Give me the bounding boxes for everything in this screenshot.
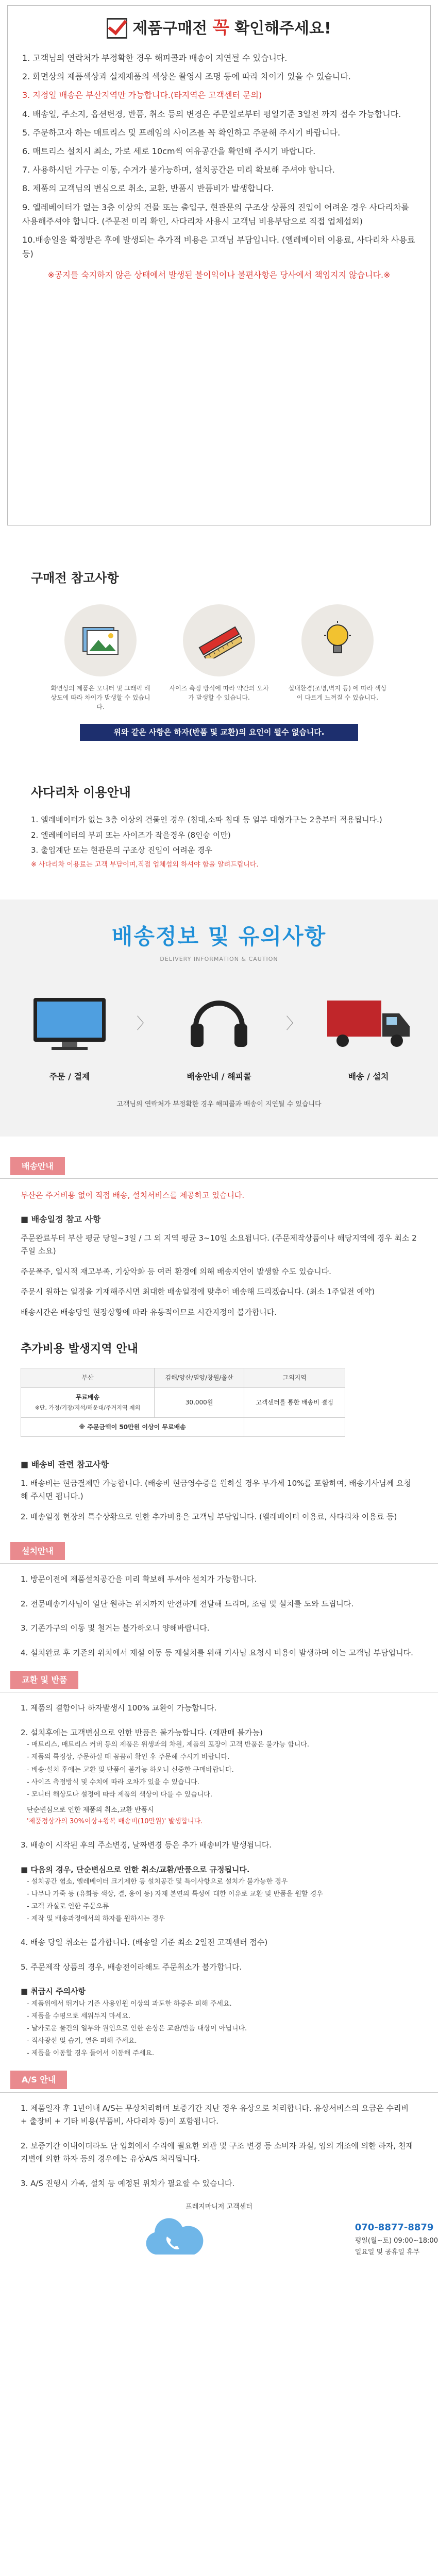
pre-purchase-bar: 위와 같은 사항은 하자(반품 및 교환)의 요인이 될수 없습니다. (80, 724, 358, 741)
delivery-notes-sub: ■ 배송비 관련 참고사항 (21, 1460, 109, 1470)
install-list (0, 1564, 438, 1659)
table-cell: 고객센터를 통한 배송비 결정 (244, 1387, 345, 1417)
notice-title-highlight: 꼭 (212, 18, 230, 39)
exchange-red-line: 단순변심으로 인한 제품의 취소,교환 반품시 (27, 1806, 154, 1814)
delivery-tag-row (0, 1157, 438, 1179)
exchange-sub: ■ 다음의 경우, 단순변심으로 인한 취소/교환/반품으로 규정됩니다. (21, 1865, 250, 1874)
dash-item: - 제품을 이동할 경우 들어서 이동해 주세요. (27, 2049, 155, 2058)
fee-title: 추가비용 발생지역 안내 (21, 1343, 138, 1356)
exchange-dash-list (21, 1739, 417, 1800)
step-order (23, 985, 116, 1083)
step-delivery (322, 985, 415, 1083)
table-cell (21, 1387, 155, 1417)
exchange-red-note (21, 1805, 417, 1827)
photo-icon (64, 604, 137, 676)
ladder-item: 2. 엘레베이터의 부피 또는 사이즈가 작을경우 (8인승 이만) (31, 830, 231, 840)
dash-item: - 제품의 특징상, 주문하실 때 꼼꼼히 확인 후 주문해 주시기 바랍니다. (27, 1753, 230, 1761)
exchange-red-line: '제품정상가의 30%이상+왕복 배송비(10만원)' 발생합니다. (27, 1817, 203, 1825)
table-cell (244, 1417, 345, 1436)
dash-item: - 매트리스, 매트리스 커버 등의 제품은 위생과의 차원, 제품의 포장이 고객 반품은 불가능 합니다. (27, 1741, 310, 1749)
exchange-section (0, 1671, 438, 2059)
notice-item: 8. 제품의 고객님의 변심으로 취소, 교환, 반품시 반품비가 발생합니다. (22, 183, 274, 194)
step-label: 배송안내 / 해피콜 (187, 1071, 251, 1081)
ladder-item: 1. 엘레베이터가 없는 3층 이상의 건물인 경우 (침대,소파 침대 등 일부 대형가구는 2층부터 적용됩니다.) (31, 815, 382, 825)
dash-item: - 고객 과실로 인한 주문오류 (27, 1903, 109, 1911)
step-label: 주문 / 결제 (49, 1071, 90, 1081)
notice-list (8, 51, 430, 261)
dash-item: - 직사광선 및 습기, 열은 피해 주세요. (27, 2037, 137, 2045)
pre-purchase-title: 구매전 참고사항 (31, 571, 119, 585)
notice-warning: ※공지를 숙지하지 않은 상태에서 발생된 불이익이나 불편사항은 당사에서 책임지지 않습니다.※ (47, 270, 391, 280)
as-tag-row (0, 2071, 438, 2092)
pre-item-text: 화면상의 제품은 모니터 및 그래픽 해상도에 따라 차이가 발생할 수 있습니다. (50, 684, 150, 710)
ladder-truck-section (0, 782, 438, 870)
exchange-item (21, 1863, 417, 1925)
delivery-p: 주문시 원하는 일정을 기재해주시면 최대한 배송일정에 맞추어 배송해 드리겠습니다. (최소 1주일전 예약) (21, 1287, 375, 1297)
chevron-right-icon: 〉 (137, 1014, 152, 1033)
ladder-note: ※ 사다리차 이용료는 고객 부담이며,직접 업체섭외 하셔야 함을 알려드립니다. (31, 860, 259, 869)
as-item: 3. A/S 진행시 가족, 설치 등 예정된 위치가 필요할 수 있습니다. (21, 2178, 235, 2188)
ladder-truck-list (0, 803, 438, 871)
dash-item: - 제품을 수평으로 세워두지 마세요. (27, 2012, 131, 2020)
notice-item: 5. 주문하고자 하는 매트리스 및 프레임의 사이즈를 꼭 확인하고 주문해 주시기 바랍니다. (22, 127, 341, 138)
fee-table (21, 1368, 345, 1437)
ladder-truck-title: 사다리차 이용안내 (31, 785, 131, 800)
dash-item: - 나무나 가죽 등 (유화등 색상, 결, 옹이 등) 자재 본연의 특성에 대한 이유로 교환 및 반품을 원할 경우 (27, 1890, 323, 1899)
as-item: 2. 보증기간 이내이더라도 단 입회에서 수리에 필요한 외관 및 구조 변경 등 소비자 과실, 임의 개조에 의한 하자, 천재지변에 의한 하자 등의 경우에는 유상A/S 처리됩니다. (21, 2141, 413, 2164)
pre-purchase-section (0, 568, 438, 741)
delivery-note: 2. 배송일정 현장의 특수상황으로 인한 추가비용은 고객님 부담입니다. (엘레베이터 이용료, 사다리차 이용료 등) (21, 1512, 397, 1521)
exchange-item (21, 1985, 417, 2059)
table-row (21, 1417, 345, 1436)
pre-item-photo (49, 604, 152, 711)
banner-title: 배송정보 및 유의사항 (111, 923, 327, 949)
company-hours: 평일(월~토) 09:00~18:00 (355, 2237, 438, 2245)
exchange-tag: 교환 및 반품 (10, 1671, 78, 1689)
exchange-dash-list (21, 1998, 417, 2059)
cell-sub: ※단, 가정/기장/지석/해운대/주거지역 제외 (35, 1404, 141, 1412)
delivery-p: 주문완료부터 부산 평균 당일~3일 / 그 외 지역 평균 3~10일 소요됩니다. (주문제작상품이나 해당지역에 경우 최소 2주일 소요) (21, 1233, 417, 1256)
cell-main: 무료배송 (75, 1393, 100, 1401)
as-item: 1. 제품일자 후 1년이내 A/S는 무상처리하며 보증기간 지난 경우 유상으로 처리합니다. 유상서비스의 요금은 수리비 + 출장비 + 기타 비용(부품비, 사다리차 등)이 포함됩니다. (21, 2103, 409, 2126)
exchange-item: 4. 배송 당일 취소는 불가합니다. (배송일 기준 최소 2일전 고객센터 접수) (21, 1938, 268, 1947)
delivery-banner (0, 900, 438, 1137)
exchange-item: 1. 제품의 결함이나 하자발생시 100% 교환이 가능합니다. (21, 1703, 217, 1713)
delivery-section (0, 1157, 438, 1319)
delivery-p: 배송시간은 배송당일 현장상황에 따라 유동적이므로 시간지정이 불가합니다. (21, 1307, 277, 1317)
exchange-dash-list (21, 1876, 417, 1925)
exchange-tag-row (0, 1671, 438, 1692)
pre-item-ruler (167, 604, 271, 711)
delivery-p: 주문폭주, 일시적 재고부족, 기상악화 등 여러 환경에 의해 배송지연이 발생할 수도 있습니다. (21, 1266, 331, 1276)
dash-item: - 제작 및 배송과정에서의 하자를 원하시는 경우 (27, 1915, 165, 1923)
notice-item: 6. 매트리스 설치시 최소, 가로 세로 10cm씩 여유공간을 확인해 주시기 바랍니다. (22, 146, 316, 156)
step-label: 배송 / 설치 (348, 1071, 389, 1081)
delivery-sub: ■ 배송일정 참고 사항 (21, 1214, 101, 1225)
pre-purchase-icons (0, 589, 438, 711)
exchange-sub: ■ 취급시 주의사항 (21, 1987, 86, 1996)
exchange-list (0, 1692, 438, 2059)
delivery-tag: 배송안내 (10, 1157, 65, 1175)
banner-footnote: 고객님의 연락처가 부정확한 경우 해피콜과 배송이 지연될 수 있습니다 (116, 1100, 322, 1108)
exchange-item (21, 1726, 417, 1827)
dash-item: - 사이즈 측정방식 및 수치에 따라 오차가 있을 수 있습니다. (27, 1778, 199, 1786)
company-info (0, 2201, 438, 2262)
company-contact-text (355, 2220, 438, 2259)
company-contact (0, 2216, 438, 2262)
banner-steps (0, 985, 438, 1083)
table-footer-cell: ※ 주문금액이 50만원 이상이 무료배송 (21, 1417, 244, 1436)
table-header-row (21, 1368, 345, 1387)
table-header: 부산 (21, 1368, 155, 1387)
notice-item: 2. 화면상의 제품색상과 실제제품의 색상은 촬영시 조명 등에 따라 차이가 있을 수 있습니다. (22, 72, 351, 82)
delivery-lead: 부산은 주거비용 없이 직접 배송, 설치서비스를 제공하고 있습니다. (21, 1190, 245, 1200)
install-item: 2. 전문배송기사님이 일단 원하는 위치까지 안전하게 전달해 드리며, 조립 및 설치를 도와 드립니다. (21, 1599, 354, 1608)
banner-subtitle: DELIVERY INFORMATION & CAUTION (160, 956, 278, 963)
table-header: 그외지역 (244, 1368, 345, 1387)
exchange-item-text: 2. 설치후에는 고객변심으로 인한 반품은 불가능합니다. (재판매 불가능) (21, 1727, 263, 1737)
install-item: 4. 설치완료 후 기존의 위치에서 재설 이동 등 재설치를 위해 기사님 요청시 비용이 발생하며 이는 고객님 부담입니다. (21, 1648, 413, 1657)
lightbulb-icon (301, 604, 374, 676)
notice-item: 10.배송일을 확정받은 후에 발생되는 추가적 비용은 고객님 부담입니다. (엘레베이터 이용료, 사다리차 사용료 등) (22, 234, 415, 259)
notice-item: 1. 고객님의 연락처가 부정확한 경우 해피콜과 배송이 지연될 수 있습니다. (22, 53, 288, 63)
delivery-body (0, 1179, 438, 1319)
step-happycall (173, 985, 265, 1083)
truck-icon (322, 985, 415, 1062)
pre-item-light (286, 604, 389, 711)
headset-icon (173, 985, 265, 1062)
ruler-pencil-icon (183, 604, 255, 676)
delivery-notes (0, 1437, 438, 1523)
exchange-item: 5. 주문제작 상품의 경우, 배송전이라해도 주문취소가 불가합니다. (21, 1962, 242, 1972)
chevron-right-icon: 〉 (286, 1014, 301, 1033)
notice-item: 7. 사용하시던 가구는 이동, 수거가 불가능하며, 설치공간은 미리 확보해 주셔야 합니다. (22, 165, 335, 175)
install-tag: 설치안내 (10, 1542, 65, 1560)
install-item: 1. 방문이전에 제품설치공간을 미리 확보해 두셔야 설치가 가능합니다. (21, 1574, 257, 1584)
delivery-note: 1. 배송비는 현금결제만 가능합니다. (배송비 현금영수증을 원하실 경우 부가세 10%를 포함하여, 배송기사님께 요청해 주시면 됩니다.) (21, 1478, 411, 1501)
notice-item: 4. 배송일, 주소지, 옵션변경, 반품, 취소 등의 변경은 주문일로부터 평일기준 3일전 까지 접수 가능합니다. (22, 109, 401, 119)
notice-title-pre: 제품구매전 (132, 19, 208, 38)
as-section (0, 2071, 438, 2190)
table-header: 김해/양산/밀양/창원/울산 (154, 1368, 244, 1387)
dash-item: - 배송·설치 후에는 교환 및 반품이 불가능 하오니 신중한 구매바랍니다. (27, 1766, 234, 1774)
install-section (0, 1542, 438, 1659)
cloud-phone-icon (140, 2216, 207, 2262)
dash-item: - 설치공간 협소, 엘레베이터 크기제한 등 설치공간 및 특이사항으로 설치가 불가능한 경우 (27, 1878, 288, 1886)
table-row (21, 1387, 345, 1417)
company-name: 프레지마니저 고객센터 (186, 2203, 252, 2211)
pre-item-text: 실내환경(조명,벽지 등) 에 따라 색상이 다르게 느껴질 수 있습니다. (288, 684, 387, 701)
notice-item: 3. 지정일 배송은 부산지역만 가능합니다.(타지역은 고객센터 문의) (22, 90, 262, 100)
dash-item: - 제품위에서 뛰거나 기존 사용인원 이상의 과도한 하중은 피해 주세요. (27, 1999, 232, 2008)
exchange-item: 3. 배송이 시작된 후의 주소변경, 날짜변경 등은 추가 배송비가 발생됩니다. (21, 1840, 272, 1850)
company-closed: 일요일 및 공휴일 휴무 (355, 2248, 420, 2257)
as-list (0, 2093, 438, 2191)
pre-item-text: 사이즈 측정 방식에 따라 약간의 오차가 발생할 수 있습니다. (169, 684, 269, 701)
checkbox-icon (107, 18, 127, 39)
notice-title-post: 확인해주세요! (234, 19, 331, 38)
ladder-item: 3. 출입계단 또는 현관문의 구조상 진입이 어려운 경우 (31, 845, 212, 855)
as-tag: A/S 안내 (10, 2071, 67, 2089)
dash-item: - 모니터 해상도나 설정에 따라 제품의 색상이 다를 수 있습니다. (27, 1790, 212, 1799)
notice-header (8, 6, 430, 51)
table-cell: 30,000원 (154, 1387, 244, 1417)
notice-box (7, 5, 431, 526)
dash-item: - 날카로운 물건의 일부와 원인으로 인한 손상은 교환/반품 대상이 아닙니다. (27, 2025, 247, 2033)
company-phone: 070-8877-8879 (355, 2222, 434, 2233)
install-tag-row (0, 1542, 438, 1564)
monitor-icon (23, 985, 116, 1062)
install-item: 3. 기존가구의 이동 및 철거는 불가하오니 양해바랍니다. (21, 1623, 210, 1633)
notice-item: 9. 엘레베이터가 없는 3층 이상의 건물 또는 출입구, 현관문의 구조상 상품의 진입이 어려운 경우 사다리차를 사용해주셔야 합니다. (주문전 미리 확인, 사다리차 사용시 고객님 비용부담으로 직접 업체섭외) (22, 202, 409, 226)
